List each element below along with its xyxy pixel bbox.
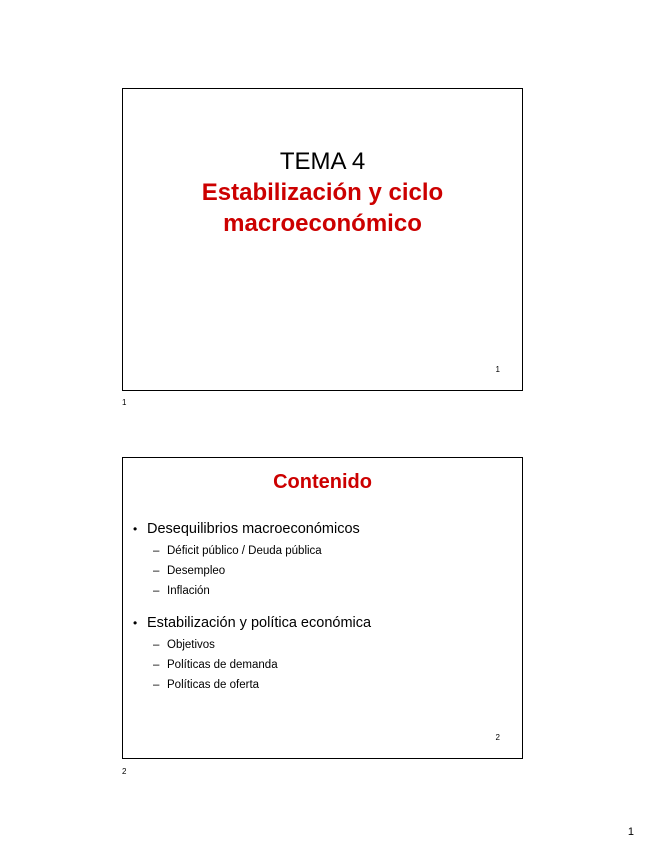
slide-1-subtitle-line-2: macroeconómico bbox=[223, 210, 422, 237]
slide-1-subtitle-line-1: Estabilización y ciclo bbox=[201, 179, 444, 206]
sub-item-text: Inflación bbox=[167, 585, 210, 597]
sub-marker: – bbox=[153, 565, 160, 577]
slide-1-frame bbox=[122, 88, 523, 391]
slide-2-caption-number: 2 bbox=[122, 767, 127, 776]
sub-item bbox=[129, 581, 509, 601]
sub-item-text: Políticas de demanda bbox=[167, 659, 278, 671]
sub-marker: – bbox=[153, 585, 160, 597]
slide-1-title-block bbox=[123, 147, 522, 239]
bullet-text: Estabilización y política económica bbox=[147, 615, 372, 631]
sub-item bbox=[129, 541, 509, 561]
sub-marker: – bbox=[153, 679, 160, 691]
bullet-item bbox=[129, 520, 509, 538]
sub-item-text: Déficit público / Deuda pública bbox=[167, 545, 322, 557]
page-number: 1 bbox=[627, 826, 634, 838]
bullet-group bbox=[129, 614, 509, 695]
slide-1-title: TEMA 4 bbox=[279, 148, 366, 175]
slide-2-frame bbox=[122, 457, 523, 759]
sub-item-text: Desempleo bbox=[167, 565, 226, 577]
slide-1-number: 1 bbox=[495, 365, 500, 374]
sub-item bbox=[129, 561, 509, 581]
sub-item bbox=[129, 655, 509, 675]
bullet-marker: • bbox=[133, 522, 138, 536]
sub-item-text: Objetivos bbox=[167, 639, 215, 651]
sub-item-text: Políticas de oferta bbox=[167, 679, 260, 691]
sub-marker: – bbox=[153, 639, 160, 651]
sub-item bbox=[129, 635, 509, 655]
sub-marker: – bbox=[153, 545, 160, 557]
slide-2-number: 2 bbox=[495, 733, 500, 742]
sub-item bbox=[129, 675, 509, 695]
bullet-item bbox=[129, 614, 509, 632]
slide-1-caption-number: 1 bbox=[122, 398, 127, 407]
bullet-group bbox=[129, 520, 509, 601]
slide-2-content-list bbox=[129, 520, 509, 708]
bullet-text: Desequilibrios macroeconómicos bbox=[147, 521, 360, 537]
slide-2-title: Contenido bbox=[273, 471, 372, 493]
sub-marker: – bbox=[153, 659, 160, 671]
bullet-marker: • bbox=[133, 616, 138, 630]
